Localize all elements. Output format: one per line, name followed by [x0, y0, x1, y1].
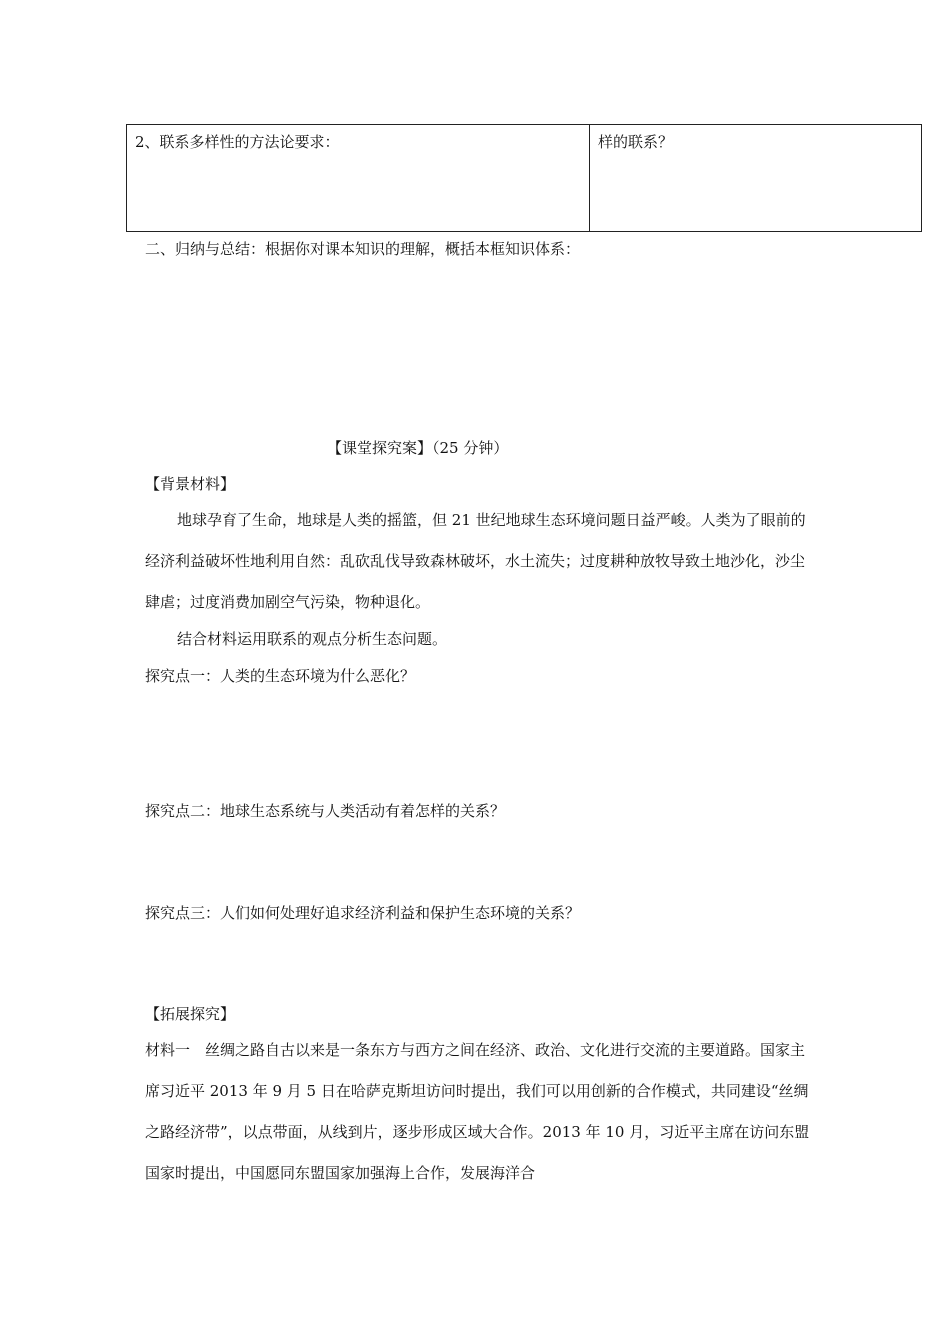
- summary-heading: 二、归纳与总结：根据你对课本知识的理解，概括本框知识体系：: [145, 240, 581, 258]
- question-two: 探究点二：地球生态系统与人类活动有着怎样的关系？: [145, 802, 506, 820]
- answer-table: [126, 124, 922, 232]
- question-three: 探究点三：人们如何处理好追求经济利益和保护生态环境的关系？: [145, 904, 581, 922]
- methodology-cell: 2、联系多样性的方法论要求：: [127, 125, 590, 232]
- section-title: 【课堂探究案】（25 分钟）: [327, 439, 509, 457]
- background-paragraph: 地球孕育了生命，地球是人类的摇篮，但 21 世纪地球生态环境问题日益严峻。人类为了眼前的经济利益破坏性地利用自然：乱砍乱伐导致森林破坏，水土流失；过度耕种放牧导致土地沙化，沙尘肆虐；过度消费加剧空气污染，物种退化。: [145, 511, 806, 611]
- extension-paragraph: 材料一 丝绸之路自古以来是一条东方与西方之间在经济、政治、文化进行交流的主要道路。国家主席习近平 2013 年 9 月 5 日在哈萨克斯坦访问时提出，我们可以用创新的合作模式，共同建设“丝绸之路经济带”，以点带面，从线到片，逐步形成区域大合作。2013 年 10 月，习近平主席在访问东盟国家时提出，中国愿同东盟国家加强海上合作，发展海洋合: [145, 1041, 810, 1182]
- background-heading: 【背景材料】: [145, 475, 236, 493]
- extension-heading: 【拓展探究】: [145, 1005, 236, 1023]
- background-instruction: 结合材料运用联系的观点分析生态问题。: [177, 630, 448, 648]
- question-one: 探究点一：人类的生态环境为什么恶化？: [145, 667, 416, 685]
- connection-cell: 样的联系？: [590, 125, 922, 232]
